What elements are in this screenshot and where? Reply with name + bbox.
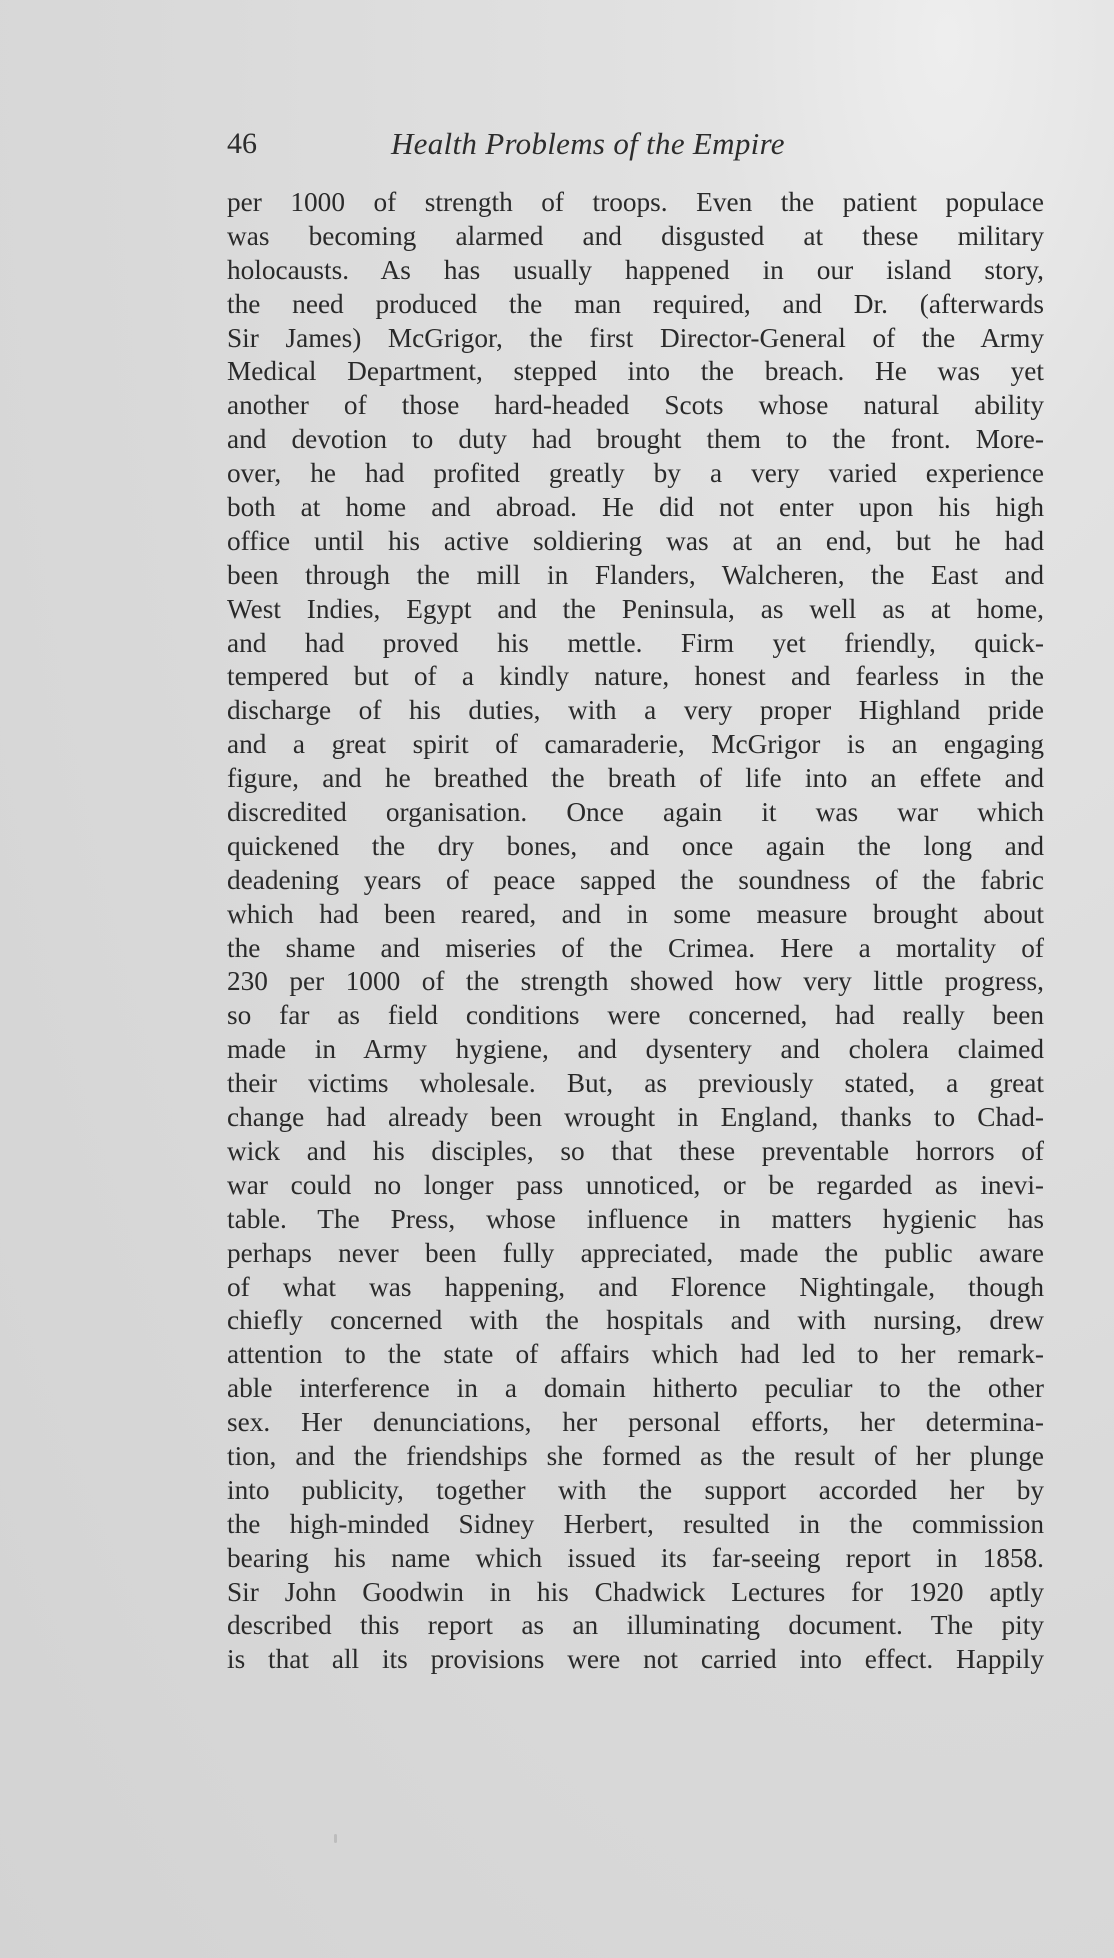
- text-line: Medical Department, stepped into the breach. He was yet: [227, 356, 1044, 387]
- running-head: [227, 124, 927, 168]
- text-line: their victims wholesale. But, as previously stated, a great: [227, 1068, 1044, 1099]
- body-text: [227, 186, 1044, 1677]
- text-line: Sir John Goodwin in his Chadwick Lectures for 1920 aptly: [227, 1576, 1044, 1607]
- text-line: discredited organisation. Once again it was war which: [227, 797, 1044, 828]
- text-line: quickened the dry bones, and once again the long and: [227, 830, 1044, 861]
- text-line: is that all its provisions were not carried into effect. Happily: [227, 1644, 1044, 1675]
- text-line: over, he had profited greatly by a very varied experience: [227, 458, 1044, 489]
- text-line: was becoming alarmed and disgusted at these military: [227, 220, 1044, 251]
- text-line: office until his active soldiering was at an end, but he had: [227, 525, 1044, 556]
- text-line: and a great spirit of camaraderie, McGrigor is an engaging: [227, 729, 1044, 760]
- text-line: been through the mill in Flanders, Walcheren, the East and: [227, 559, 1044, 590]
- text-line: sex. Her denunciations, her personal efforts, her determina-: [227, 1407, 1044, 1438]
- text-line: tempered but of a kindly nature, honest and fearless in the: [227, 661, 1044, 692]
- text-line: West Indies, Egypt and the Peninsula, as well as at home,: [227, 593, 1044, 624]
- text-line: able interference in a domain hitherto peculiar to the other: [227, 1373, 1044, 1404]
- text-line: holocausts. As has usually happened in our island story,: [227, 254, 1044, 285]
- text-line: described this report as an illuminating document. The pity: [227, 1610, 1044, 1641]
- text-line: another of those hard-headed Scots whose natural ability: [227, 390, 1044, 421]
- text-line: the shame and miseries of the Crimea. Here a mortality of: [227, 932, 1044, 963]
- text-line: chiefly concerned with the hospitals and with nursing, drew: [227, 1305, 1044, 1336]
- text-line: perhaps never been fully appreciated, made the public aware: [227, 1237, 1044, 1268]
- text-line: 230 per 1000 of the strength showed how very little progress,: [227, 966, 1044, 997]
- page-number: 46: [227, 127, 257, 160]
- text-line: of what was happening, and Florence Nightingale, though: [227, 1271, 1044, 1302]
- text-line: bearing his name which issued its far-seeing report in 1858.: [227, 1542, 1044, 1573]
- text-line: war could no longer pass unnoticed, or be regarded as inevi-: [227, 1169, 1044, 1200]
- text-line: which had been reared, and in some measure brought about: [227, 898, 1044, 929]
- text-line: tion, and the friendships she formed as the result of her plunge: [227, 1440, 1044, 1471]
- text-line: so far as field conditions were concerned, had really been: [227, 1000, 1044, 1031]
- text-line: table. The Press, whose influence in matters hygienic has: [227, 1203, 1044, 1234]
- text-line: made in Army hygiene, and dysentery and cholera claimed: [227, 1034, 1044, 1065]
- text-line: and had proved his mettle. Firm yet friendly, quick-: [227, 627, 1044, 658]
- text-line: discharge of his duties, with a very proper Highland pride: [227, 695, 1044, 726]
- text-line: the high-minded Sidney Herbert, resulted in the commission: [227, 1508, 1044, 1539]
- text-line: wick and his disciples, so that these preventable horrors of: [227, 1135, 1044, 1166]
- text-line: both at home and abroad. He did not enter upon his high: [227, 492, 1044, 523]
- text-line: per 1000 of strength of troops. Even the patient populace: [227, 187, 1044, 217]
- text-line: deadening years of peace sapped the soundness of the fabric: [227, 864, 1044, 895]
- text-line: change had already been wrought in England, thanks to Chad-: [227, 1102, 1044, 1133]
- text-line: figure, and he breathed the breath of life into an effete and: [227, 763, 1044, 794]
- text-line: and devotion to duty had brought them to the front. More-: [227, 424, 1044, 455]
- paper-speck: [334, 1834, 337, 1843]
- text-line: the need produced the man required, and Dr. (afterwards: [227, 288, 1044, 319]
- running-title: Health Problems of the Empire: [391, 126, 785, 161]
- text-line: attention to the state of affairs which had led to her remark-: [227, 1339, 1044, 1370]
- text-line: Sir James) McGrigor, the first Director-General of the Army: [227, 322, 1044, 353]
- text-line: into publicity, together with the support accorded her by: [227, 1474, 1044, 1505]
